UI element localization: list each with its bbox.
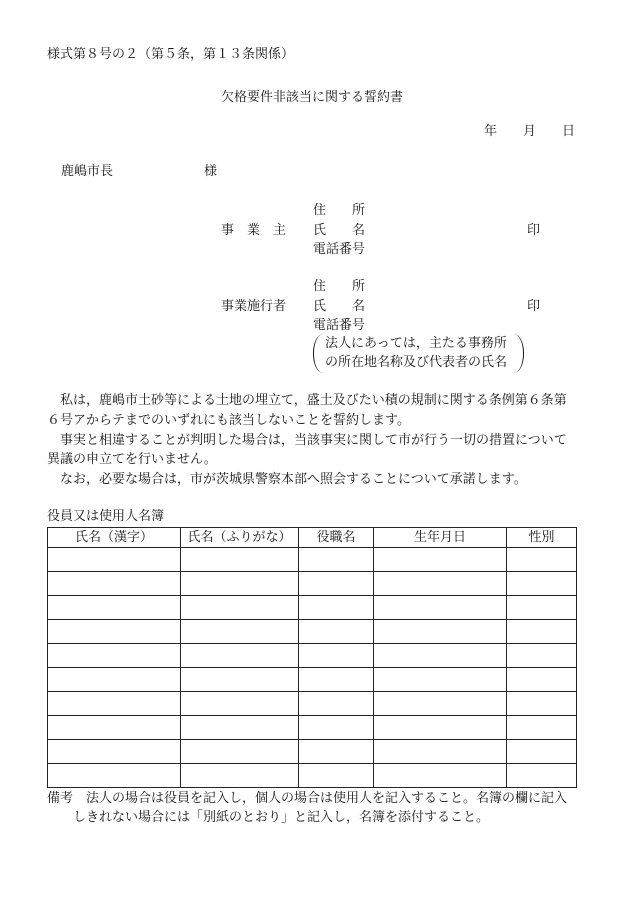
table-cell-name-furigana: [181, 764, 299, 788]
table-cell-name-kanji: [48, 596, 181, 620]
seal-mark: 印: [527, 298, 541, 314]
table-cell-birth-date: [374, 764, 507, 788]
addressee-honorific: 様: [204, 164, 218, 179]
pledge-line: なお，必要な場合は，市が茨城県警察本部へ照会することについて承諾します。: [47, 472, 527, 487]
table-cell-name-kanji: [48, 740, 181, 764]
table-cell-gender: [507, 644, 577, 668]
document-title: 欠格要件非該当に関する誓約書: [221, 90, 404, 105]
table-cell-position: [299, 764, 374, 788]
pledge-line: 異議の申立てを行いません。: [47, 452, 217, 468]
table-cell-position: [299, 668, 374, 692]
table-row: [48, 668, 577, 692]
address-label: 住 所: [313, 279, 366, 294]
table-cell-position: [299, 620, 374, 644]
table-row: [48, 740, 577, 764]
table-row: [48, 716, 577, 740]
party-project-executor: [0, 277, 630, 377]
column-header-name-furigana: 氏名（ふりがな）: [181, 528, 299, 548]
table-cell-gender: [507, 764, 577, 788]
addressee-name: 鹿嶋市長: [61, 164, 114, 179]
table-cell-gender: [507, 572, 577, 596]
table-cell-name-furigana: [181, 716, 299, 740]
date-year-label: 年: [484, 124, 498, 139]
date-day-label: 日: [562, 124, 576, 139]
table-row: [48, 644, 577, 668]
table-cell-birth-date: [374, 620, 507, 644]
table-cell-name-kanji: [48, 548, 181, 572]
seal-mark: 印: [527, 222, 541, 238]
table-cell-gender: [507, 620, 577, 644]
table-cell-name-kanji: [48, 572, 181, 596]
pledge-line: 事実と相違することが判明した場合は，当該事実に関して市が行う一切の措置について: [47, 432, 567, 448]
table-row: [48, 692, 577, 716]
name-label: 氏 名: [313, 222, 366, 238]
party-fields: [313, 201, 365, 260]
table-cell-position: [299, 692, 374, 716]
table-cell-birth-date: [374, 596, 507, 620]
table-cell-gender: [507, 740, 577, 764]
remarks-line: しきれない場合には「別紙のとおり」と記入し，名簿を添付すること。: [73, 810, 490, 825]
column-header-birth-date: 生年月日: [374, 528, 507, 548]
table-cell-name-furigana: [181, 668, 299, 692]
table-cell-birth-date: [374, 644, 507, 668]
table-cell-name-kanji: [48, 644, 181, 668]
corporation-note-bracket: [313, 334, 524, 373]
table-cell-name-furigana: [181, 572, 299, 596]
date-month-label: 月: [523, 124, 537, 139]
table-cell-name-furigana: [181, 740, 299, 764]
table-cell-name-furigana: [181, 548, 299, 572]
column-header-gender: 性別: [507, 528, 577, 548]
table-cell-birth-date: [374, 668, 507, 692]
party-role-label: 事 業 主: [221, 222, 287, 238]
table-cell-name-kanji: [48, 716, 181, 740]
party-fields: [313, 277, 365, 336]
remarks-line: 法人の場合は役員を記入し，個人の場合は使用人を記入すること。名簿の欄に記入: [86, 791, 568, 806]
table-cell-gender: [507, 596, 577, 620]
phone-label: 電話番号: [313, 318, 366, 333]
table-cell-position: [299, 740, 374, 764]
table-cell-name-kanji: [48, 764, 181, 788]
table-cell-name-furigana: [181, 620, 299, 644]
party-role-label: 事業施行者: [221, 298, 287, 314]
table-cell-name-furigana: [181, 692, 299, 716]
table-row: [48, 572, 577, 596]
table-cell-name-kanji: [48, 668, 181, 692]
table-cell-gender: [507, 668, 577, 692]
table-cell-gender: [507, 548, 577, 572]
table-cell-position: [299, 716, 374, 740]
table-cell-name-furigana: [181, 596, 299, 620]
table-cell-position: [299, 548, 374, 572]
table-row: [48, 596, 577, 620]
table-cell-gender: [507, 716, 577, 740]
table-header-row: [48, 528, 577, 548]
table-cell-birth-date: [374, 716, 507, 740]
form-number: 様式第８号の２（第５条，第１３条関係）: [47, 47, 295, 62]
name-label: 氏 名: [313, 298, 366, 314]
column-header-name-kanji: 氏名（漢字）: [48, 528, 181, 548]
table-row: [48, 620, 577, 644]
pledge-line: 私は，鹿嶋市土砂等による土地の埋立て，盛土及びたい積の規制に関する条例第６条第: [47, 393, 567, 408]
remarks-label: 備考: [47, 791, 74, 806]
table-cell-birth-date: [374, 692, 507, 716]
address-label: 住 所: [313, 203, 366, 218]
table-cell-position: [299, 596, 374, 620]
roster-body: [48, 548, 577, 788]
table-cell-name-kanji: [48, 620, 181, 644]
column-header-position: 役職名: [299, 528, 374, 548]
pledge-line: ６号アからテまでのいずれにも該当しないことを誓約します。: [47, 412, 410, 428]
table-cell-position: [299, 572, 374, 596]
table-cell-name-furigana: [181, 644, 299, 668]
roster-caption: 役員又は使用人名簿: [47, 509, 165, 524]
table-cell-name-kanji: [48, 692, 181, 716]
phone-label: 電話番号: [313, 242, 366, 257]
table-cell-gender: [507, 692, 577, 716]
party-business-owner: [0, 201, 630, 261]
pledge-paragraph: [47, 391, 567, 490]
table-cell-birth-date: [374, 548, 507, 572]
table-cell-position: [299, 644, 374, 668]
table-cell-birth-date: [374, 572, 507, 596]
roster-table: [47, 527, 577, 788]
corporation-note-line: の所在地名称及び代表者の氏名: [325, 354, 508, 370]
table-row: [48, 764, 577, 788]
table-cell-birth-date: [374, 740, 507, 764]
corporation-note-line: 法人にあっては，主たる事務所: [325, 336, 507, 351]
table-row: [48, 548, 577, 572]
